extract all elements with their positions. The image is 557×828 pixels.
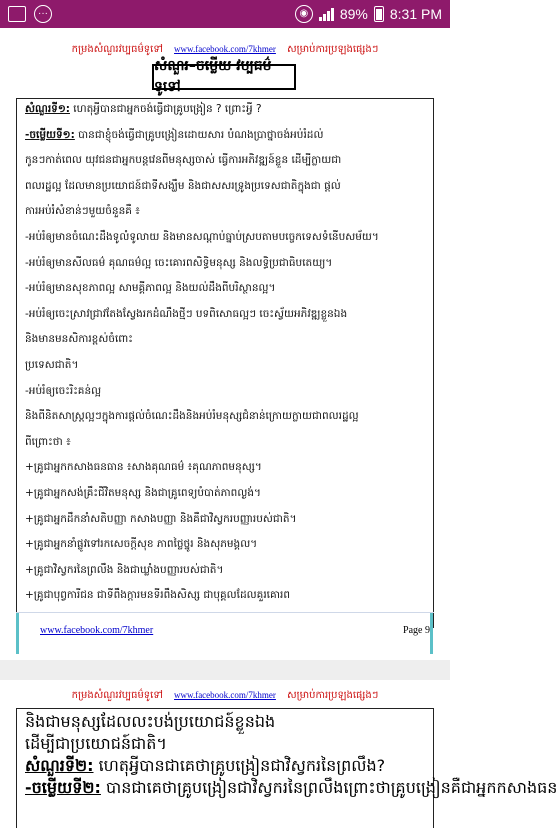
header-url-link[interactable]: www.facebook.com/7khmer bbox=[174, 44, 276, 54]
line-text: -អប់រំឲ្យមានចំណេះដឹងទូលំទូលាយ និងមានសណ្តាប់ធ្នាប់ស្របតាមបច្ចេកទេសទំនើបសម័យ។ bbox=[25, 231, 379, 243]
content-line bbox=[25, 308, 429, 321]
content-line bbox=[25, 129, 429, 142]
question-label: សំណួរទី២: bbox=[25, 756, 94, 775]
header-right-text: សម្រាប់ការប្រឡងផ្សេងៗ bbox=[287, 690, 379, 701]
mail-icon bbox=[8, 6, 26, 22]
qa-content-box bbox=[16, 98, 434, 628]
content-line bbox=[25, 513, 429, 526]
line-text: -អប់រំឲ្យមានសីលធម៌ គុណធម៌ល្អ ចេះគោរពសិទ្ធិមនុស្ស និងលទ្ធិប្រជាធិបតេយ្យ។ bbox=[25, 256, 333, 269]
content-line bbox=[25, 154, 429, 167]
qa-content-box bbox=[16, 708, 557, 828]
content-line bbox=[25, 410, 429, 423]
question-label: -ចម្លើយទី២: bbox=[25, 778, 101, 797]
content-line bbox=[25, 436, 429, 449]
line-text: +គ្រូជាអ្នកដឹកនាំសតិបញ្ញា កសាងបញ្ញា និងគឺជាវិស្វករបញ្ញារបស់ជាតិ។ bbox=[25, 512, 297, 525]
content-line bbox=[25, 103, 429, 116]
line-text: ហេតុអ្វីបានជាគេថាគ្រូបង្រៀនជាវិស្វករនៃព្រលឹង? bbox=[93, 756, 386, 775]
line-text: -អប់រំឲ្យចេះរិះគន់ល្អ bbox=[25, 384, 102, 397]
line-text: បានជាគេថាគ្រូបង្រៀនជាវិស្វករនៃព្រលឹងព្រោះថាគ្រូបង្រៀនគឺជាអ្នកកសាងធន bbox=[100, 778, 557, 797]
page-header bbox=[0, 688, 450, 703]
page-number: Page 9 bbox=[403, 625, 430, 636]
content-line bbox=[25, 711, 429, 735]
content-line bbox=[25, 205, 429, 218]
line-text: +គ្រូជាអ្នកកសាងធនធាន ៖សាងគុណធម៌ ៖គុណភាពមនុស្ស។ bbox=[25, 461, 262, 474]
content-line bbox=[25, 564, 429, 577]
content-line bbox=[25, 257, 429, 270]
question-label: -ចម្លើយទី១: bbox=[25, 128, 75, 141]
clock: 8:31 PM bbox=[389, 6, 442, 22]
line-text: -អប់រំឲ្យមានសុខភាពល្អ សាមគ្គីភាពល្អ និងយល់ដឹងពីបរិស្ថានល្អ។ bbox=[25, 282, 276, 295]
line-text: +គ្រូជាវិស្វករនៃព្រលឹង និងជាឃ្លាំងបញ្ញារបស់ជាតិ។ bbox=[25, 563, 224, 576]
line-text: -អប់រំឲ្យចេះស្រាវជ្រាវតែងស្វែងរកដំណឹងថ្មីៗ បទពិសោធល្អៗ ចេះស្វ័យអភិវឌ្ឍខ្លួនឯង bbox=[25, 307, 348, 320]
line-text: ប្រទេសជាតិ។ bbox=[25, 359, 79, 371]
content-line bbox=[25, 231, 429, 244]
signal-icon bbox=[319, 7, 334, 21]
content-line bbox=[25, 180, 429, 193]
document-page-10 bbox=[0, 680, 557, 800]
header-right-text: សម្រាប់ការប្រឡងផ្សេងៗ bbox=[287, 44, 379, 55]
document-page-9 bbox=[0, 28, 450, 628]
line-text: +គ្រូជាបុព្វការីជន ជាទីពឹងក្តារមនទីរពឹងសិស្ស ជាបុគ្គលដែលគួរគោរព bbox=[25, 589, 291, 602]
line-text: ដើម្បីជាប្រយោជន៍ជាតិ។ bbox=[25, 734, 167, 753]
line-text: និងជាមនុស្សដែលលះបង់ប្រយោជន៍ខ្លួនឯង bbox=[25, 712, 276, 731]
question-label: សំណួរទី១: bbox=[25, 103, 70, 115]
content-line bbox=[25, 755, 429, 779]
header-left-text: កម្រងសំណួរវប្បធម៌ទូទៅ bbox=[71, 690, 163, 701]
line-text: ពីព្រោះថា ៖ bbox=[25, 435, 71, 448]
line-text: ការអប់រំសំខាន់ៗមួយចំនួនគឺ ៖ bbox=[25, 205, 140, 218]
line-text: និងមានមនសិការខ្ពស់ចំពោះ bbox=[25, 333, 133, 346]
content-line bbox=[25, 487, 429, 500]
header-url-link[interactable]: www.facebook.com/7khmer bbox=[174, 690, 276, 700]
page-divider bbox=[0, 660, 450, 680]
line-text: +គ្រូជាអ្នកសង់គ្រឹះជីវិតមនុស្ស និងជាគ្រូពេទ្យបំបាត់ភាពល្ងង់។ bbox=[25, 487, 261, 499]
content-line bbox=[25, 333, 429, 346]
battery-icon bbox=[374, 6, 384, 22]
content-line bbox=[25, 461, 429, 474]
page-header bbox=[0, 42, 450, 57]
line-text: +គ្រូជាអ្នកនាំផ្លូវទៅរកសេចក្តីសុខ ភាពថ្លៃថ្នូរ និងសុភមង្គល។ bbox=[25, 538, 258, 551]
line-text: កូនៗកាត់ពេល យុវជនជាអ្នកបន្តវេនពីមនុស្សចាស់ ធ្វើការអភិវឌ្ឍន៍ខ្លួន ដើម្បីក្លាយជា bbox=[25, 154, 342, 167]
header-left-text: កម្រងសំណួរវប្បធម៌ទូទៅ bbox=[71, 44, 163, 55]
content-line bbox=[25, 589, 429, 602]
line-text: ពលរដ្ឋល្អ ដែលមានប្រយោជន៍ជាទីសង្ឃឹម និងជាសសរទ្រូងប្រទេសជាតិក្នុងជា ផ្តល់ bbox=[25, 179, 341, 192]
document-title: សំណួរ–ចម្លើយ វប្បធម៌ទូទៅ bbox=[152, 64, 296, 90]
content-line bbox=[25, 359, 429, 372]
status-bar bbox=[0, 0, 450, 28]
content-line bbox=[25, 733, 429, 757]
hotspot-icon: ◉ bbox=[295, 5, 313, 23]
content-line bbox=[25, 777, 557, 801]
battery-percent: 89% bbox=[339, 6, 368, 22]
line-text: បានជាខ្ញុំចង់ធ្វើជាគ្រូបង្រៀនដោយសារ បំណងប្រាថ្នាចង់អប់រំដល់ bbox=[74, 128, 324, 141]
content-line bbox=[25, 282, 429, 295]
line-text: ហេតុអ្វីបានជាអ្នកចង់ធ្វើជាគ្រូបង្រៀន ? ព្រោះអ្វី ? bbox=[69, 103, 262, 115]
line-text: និងពីនិតសាស្ត្រល្អៗក្នុងការផ្តល់ចំណេះដឹងនិងអប់រំមនុស្សជំនាន់ក្រោយក្លាយជាពលរដ្ឋល្អ bbox=[25, 410, 359, 423]
page-footer bbox=[16, 612, 434, 652]
content-line bbox=[25, 538, 429, 551]
footer-url-link[interactable]: www.facebook.com/7khmer bbox=[40, 625, 154, 636]
chat-icon: ··· bbox=[34, 5, 52, 23]
content-line bbox=[25, 385, 429, 398]
